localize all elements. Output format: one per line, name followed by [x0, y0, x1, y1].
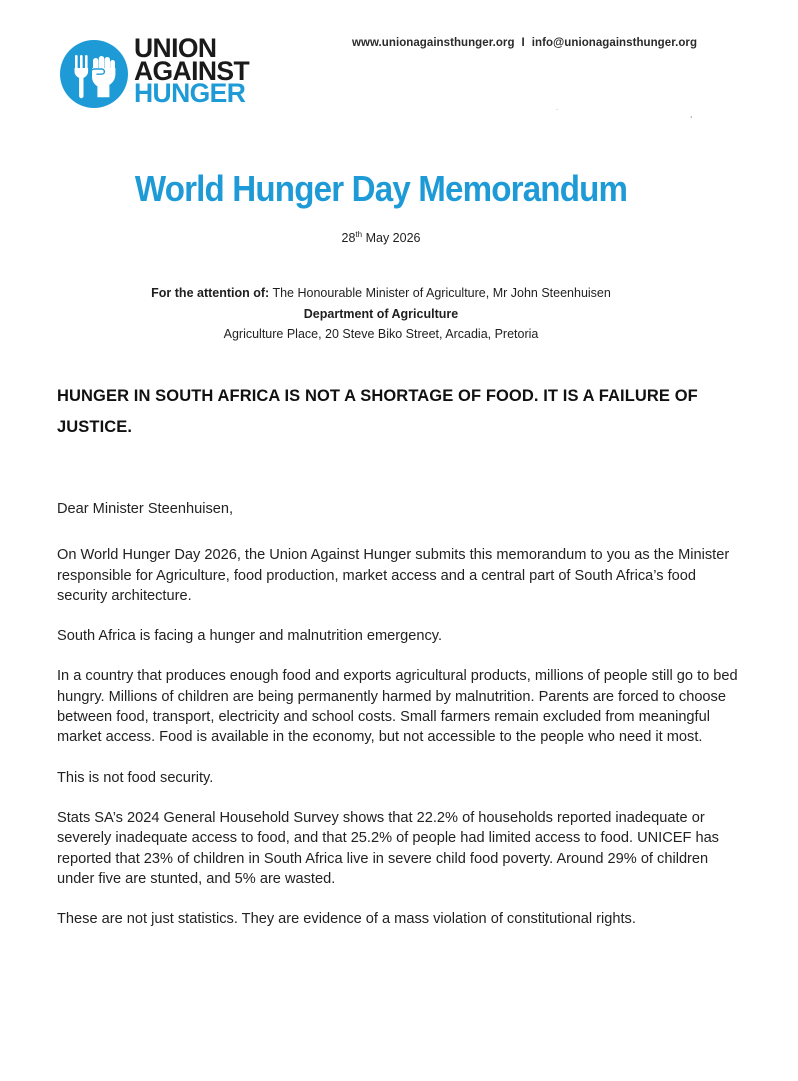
decorative-mark: ¸	[690, 108, 693, 118]
logo-line-against: AGAINST	[134, 55, 250, 86]
date-rest: May 2026	[365, 231, 421, 245]
paragraph: Stats SA’s 2024 General Household Survey shows that 22.2% of households reported inadequate or severely inadequate access to food, and that 25.2% of people had limited access to food. UNICEF has reported that 23% of children in South Africa live in severe child food poverty. Around 29% of children under five are stunted, and 5% are wasted.	[57, 809, 719, 887]
headline: HUNGER IN SOUTH AFRICA IS NOT A SHORTAGE OF FOOD. IT IS A FAILURE OF JUSTICE.	[57, 387, 698, 436]
website-link[interactable]: www.unionagainsthunger.org	[352, 37, 515, 49]
document-title: World Hunger Day Memorandum	[134, 168, 628, 209]
attention-label: For the attention of:	[151, 286, 270, 300]
attention-line	[0, 283, 762, 304]
letter-body	[57, 499, 747, 949]
logo-wordmark	[134, 33, 250, 108]
logo-line-hunger: HUNGER	[134, 78, 246, 108]
paragraph: These are not just statistics. They are evidence of a mass violation of constitutional rights.	[57, 911, 636, 928]
document-date	[0, 230, 762, 245]
salutation: Dear Minister Steenhuisen,	[57, 501, 234, 517]
paragraph: On World Hunger Day 2026, the Union Against Hunger submits this memorandum to you as the Minister responsible for Agriculture, food production, market access and a central part of South Africa’s food security architecture.	[57, 547, 730, 604]
contact-separator: I	[521, 37, 525, 49]
date-day: 28	[341, 231, 356, 245]
attention-department: Department of Agriculture	[303, 306, 459, 321]
paragraph: South Africa is facing a hunger and malnutrition emergency.	[57, 628, 443, 645]
contact-info	[352, 37, 697, 49]
date-suffix: th	[355, 230, 363, 239]
attention-recipient: The Honourable Minister of Agriculture, Mr John Steenhuisen	[272, 286, 611, 300]
paragraph: In a country that produces enough food and exports agricultural products, millions of people still go to bed hungry. Millions of children are being permanently harmed by malnutrition. Parents are forced to choose between food, transport, electricity and school costs. Small farmers remain excluded from meaningful market access. Food is available in the economy, but not accessible to the people who need it most.	[57, 668, 738, 746]
email-link[interactable]: info@unionagainsthunger.org	[531, 37, 698, 49]
decorative-mark: ˙	[556, 108, 559, 118]
fork-and-raised-fist-icon	[60, 40, 128, 108]
union-against-hunger-logo	[60, 33, 290, 112]
attention-block	[0, 283, 762, 345]
logo-line-union: UNION	[134, 33, 217, 63]
paragraph: This is not food security.	[57, 769, 214, 786]
attention-address: Agriculture Place, 20 Steve Biko Street, Arcadia, Pretoria	[223, 327, 539, 341]
